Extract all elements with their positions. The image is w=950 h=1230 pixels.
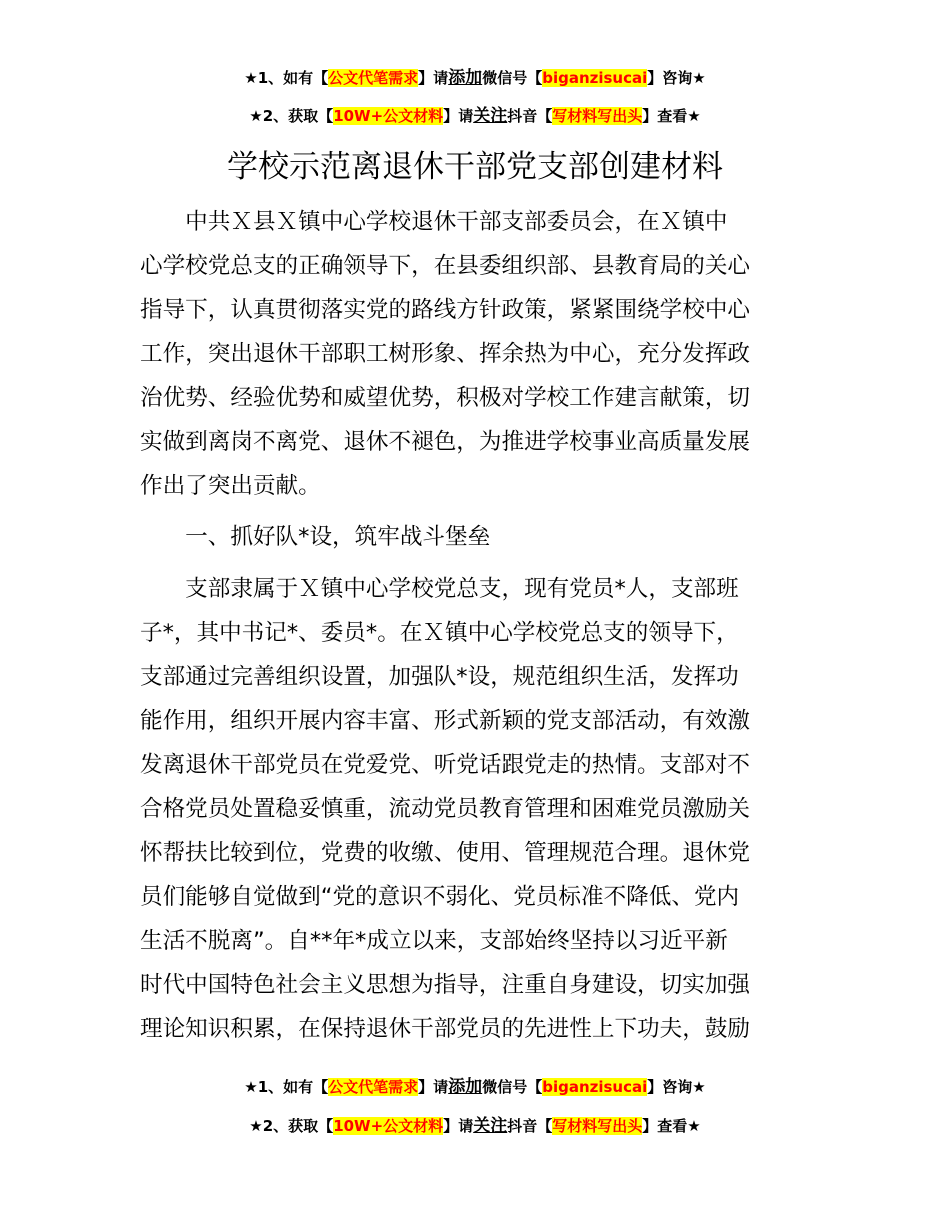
highlight-douyin: 写材料写出头: [552, 1117, 643, 1135]
highlight-materials: 10W+公文材料: [333, 107, 444, 125]
body-line: 作出了突出贡献。: [140, 473, 321, 499]
top-banner-line-2: ★2、获取【10W+公文材料】请关注抖音【写材料写出头】查看★: [249, 106, 701, 126]
body-line: 实做到离岗不离党、退休不褪色，为推进学校事业高质量发展: [140, 429, 751, 455]
highlight-wechat-id: biganzisucai: [542, 69, 648, 87]
section-heading: 一、抓好队*设，筑牢战斗堡垒: [140, 524, 491, 550]
emphasis-follow: 关注: [473, 1116, 508, 1136]
body-line: 支部隶属于Ｘ镇中心学校党总支，现有党员*人，支部班: [140, 576, 739, 602]
bottom-banner-line-2: ★2、获取【10W+公文材料】请关注抖音【写材料写出头】查看★: [249, 1116, 701, 1136]
body-line: 时代中国特色社会主义思想为指导，注重自身建设，切实加强: [140, 972, 751, 998]
bottom-banner-line-1: ★1、如有【公文代笔需求】请添加微信号【biganzisucai】咨询★: [244, 1077, 706, 1097]
highlight-materials: 10W+公文材料: [333, 1117, 444, 1135]
highlight-douyin: 写材料写出头: [552, 107, 643, 125]
body-line: 发离退休干部党员在党爱党、听党话跟党走的热情。支部对不: [140, 752, 751, 778]
top-banner-line-1: ★1、如有【公文代笔需求】请添加微信号【biganzisucai】咨询★: [244, 68, 706, 88]
body-line: 能作用，组织开展内容丰富、形式新颖的党支部活动，有效激: [140, 708, 751, 734]
highlight-service: 公文代笔需求: [328, 69, 419, 87]
body-line: 子*，其中书记*、委员*。在Ｘ镇中心学校党总支的领导下，: [140, 620, 739, 646]
document-title: 学校示范离退休干部党支部创建材料: [227, 149, 723, 185]
emphasis-follow: 关注: [473, 106, 508, 126]
body-line: 员们能够自觉做到“党的意识不弱化、党员标准不降低、党内: [140, 884, 740, 910]
body-line: 生活不脱离”。自**年*成立以来，支部始终坚持以习近平新: [140, 928, 728, 954]
body-line: 支部通过完善组织设置，加强队*设，规范组织生活，发挥功: [140, 664, 739, 690]
body-line: 理论知识积累，在保持退休干部党员的先进性上下功夫，鼓励: [140, 1016, 751, 1042]
body-line: 合格党员处置稳妥慎重，流动党员教育管理和困难党员激励关: [140, 796, 751, 822]
body-line: 中共Ｘ县Ｘ镇中心学校退休干部支部委员会，在Ｘ镇中: [140, 209, 728, 235]
highlight-wechat-id: biganzisucai: [542, 1078, 648, 1096]
highlight-service: 公文代笔需求: [328, 1078, 419, 1096]
emphasis-add: 添加: [448, 1077, 483, 1097]
body-line: 治优势、经验优势和威望优势，积极对学校工作建言献策，切: [140, 385, 751, 411]
body-line: 怀帮扶比较到位，党费的收缴、使用、管理规范合理。退休党: [140, 840, 751, 866]
body-line: 心学校党总支的正确领导下，在县委组织部、县教育局的关心: [140, 253, 751, 279]
body-line: 指导下，认真贯彻落实党的路线方针政策，紧紧围绕学校中心: [140, 297, 751, 323]
body-line: 工作，突出退休干部职工树形象、挥余热为中心，充分发挥政: [140, 341, 751, 367]
emphasis-add: 添加: [448, 68, 483, 88]
